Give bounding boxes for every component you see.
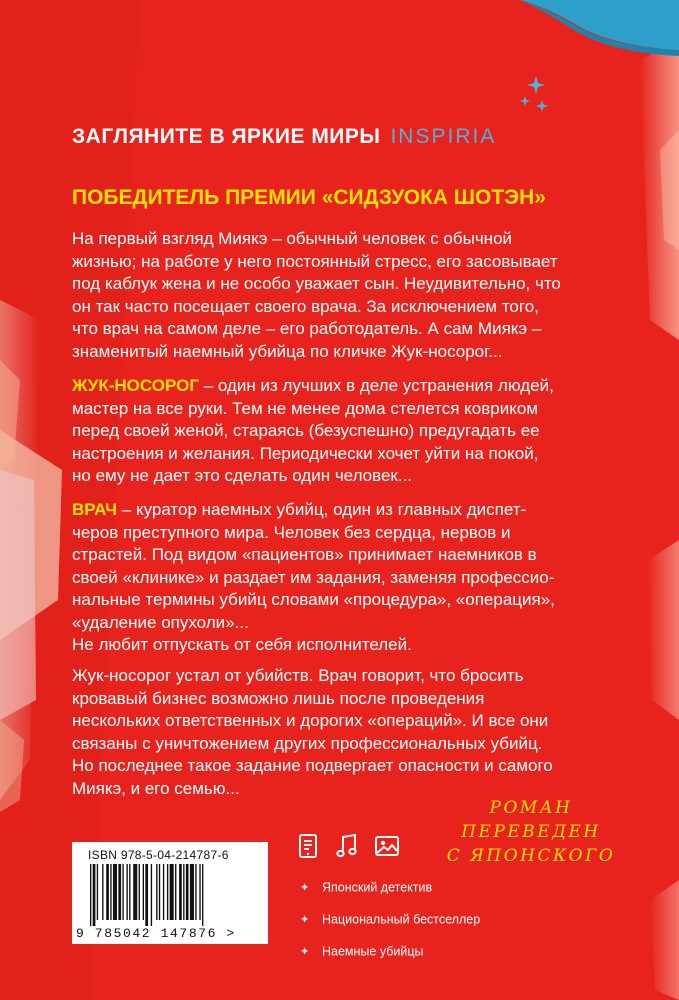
barcode-bar <box>133 864 137 920</box>
image-icon <box>374 832 400 860</box>
barcode-bar <box>139 864 140 920</box>
barcode-bar <box>126 864 127 920</box>
barcode-bar <box>186 864 189 920</box>
barcode-bar <box>167 864 168 920</box>
feature-text: Национальный бестселлер <box>322 912 481 927</box>
text-line: жизнью; на работе у него постоянный стресс, его засовывает <box>72 251 558 271</box>
text-line: Но последнее такое задание подвергает опасности и самого <box>72 756 553 775</box>
beetle-keyword: ЖУК-НОСОРОГ <box>72 376 199 395</box>
text-line: черов преступного мира. Человек без сердца, нервов и <box>72 522 511 542</box>
barcode-bar <box>118 864 121 920</box>
text-line: что врач на самом деле – его работодатель. А сам Миякэ – <box>72 319 542 338</box>
closing-paragraph <box>72 665 632 800</box>
barcode-bar <box>145 864 148 926</box>
text-line: знаменитый наемный убийца по кличке Жук-носорог... <box>72 341 503 361</box>
barcode-bar <box>163 864 164 920</box>
intro-paragraph <box>72 228 632 363</box>
series-headline <box>72 125 496 149</box>
barcode-bar <box>97 864 98 920</box>
star-bullet-icon: ✦ <box>300 946 310 958</box>
barcode-bar <box>202 864 203 926</box>
barcode-bar <box>170 864 174 920</box>
barcode-bar <box>156 864 157 920</box>
sparkle-icon <box>518 74 554 114</box>
feature-item <box>300 944 424 959</box>
text-line: но ему не дает это сделать один человек... <box>72 466 413 485</box>
text-line: нескольких ответственных и дорогих «операций». И все они <box>72 711 549 730</box>
publisher-brand: INSPIRIA <box>390 125 497 148</box>
barcode-bar <box>129 864 130 920</box>
barcode-panel <box>72 842 268 944</box>
feature-text: Японский детектив <box>322 880 433 895</box>
text-line: Не любит отпускать от себя исполнителей. <box>72 635 412 654</box>
text-line: страстей. Под видом «пациентов» принимает наемников в <box>72 545 537 564</box>
beetle-paragraph <box>72 375 632 488</box>
text-line: под каблук жена и не особо уважает сын. Неудивительно, что <box>72 274 561 293</box>
translated-note <box>420 796 642 868</box>
barcode-bar <box>190 864 194 920</box>
barcode-bar <box>183 864 184 920</box>
barcode-bar <box>195 864 196 920</box>
text-line: мастер на все руки. Тем не менее дома стелется ковриком <box>72 398 539 418</box>
text-line: нальные термины убийц словами «процедура», «операция», <box>72 590 555 609</box>
beetle-first-line: – один из лучших в деле устранения людей, <box>198 376 554 395</box>
barcode-bar <box>106 864 109 920</box>
text-line: он так часто посещает своего врача. За исключением того, <box>72 296 539 316</box>
feature-item <box>300 912 480 927</box>
text-line: связаны с уничтожением других профессиональных убийц. <box>72 733 543 753</box>
text-line: настроения и желания. Периодически хочет уйти на покой, <box>72 443 539 463</box>
award-heading: ПОБЕДИТЕЛЬ ПРЕМИИ «СИДЗУОКА ШОТЭН» <box>72 186 546 209</box>
text-line: Миякэ, и его семью... <box>72 778 240 798</box>
barcode-bar <box>102 864 103 920</box>
barcode-bar <box>113 864 117 920</box>
translated-line-2: С ЯПОНСКОГО <box>446 846 616 866</box>
barcode-bar <box>199 864 200 920</box>
barcode-bar <box>110 864 111 920</box>
isbn-label: ISBN 978-5-04-214787-6 <box>88 848 229 862</box>
headline-text: ЗАГЛЯНИТЕ В ЯРКИЕ МИРЫ <box>72 125 381 148</box>
music-note-icon <box>334 832 360 860</box>
barcode-bar <box>143 864 144 920</box>
feature-item <box>300 880 432 895</box>
ebook-icon <box>296 832 322 860</box>
star-bullet-icon: ✦ <box>300 914 310 926</box>
barcode-bar <box>90 864 91 926</box>
barcode-digits: 9 785042 147876 > <box>76 926 236 941</box>
text-line: Жук-носорог устал от убийств. Врач говорит, что бросить <box>72 666 524 685</box>
barcode-bar <box>151 864 152 926</box>
doctor-first-line: – куратор наемных убийц, один из главных диспет- <box>117 500 527 519</box>
barcode-image <box>88 864 258 926</box>
text-line: «удаление опухоли»... <box>72 612 249 632</box>
text-line <box>72 499 632 522</box>
text-line: На первый взгляд Миякэ – обычный человек с обычной <box>72 229 513 248</box>
translated-line-1: РОМАН ПЕРЕВЕДЕН <box>461 798 601 842</box>
feature-text: Наемные убийцы <box>322 944 424 959</box>
star-bullet-icon: ✦ <box>300 882 310 894</box>
corner-fold-decoration <box>0 0 679 70</box>
doctor-paragraph <box>72 499 632 657</box>
barcode-bar <box>179 864 182 920</box>
barcode-bar <box>122 864 123 920</box>
barcode-bar <box>93 864 96 926</box>
text-line <box>72 375 632 398</box>
text-line: перед своей женой, стараясь (безуспешно) предугадать ее <box>72 421 540 440</box>
barcode-bar <box>175 864 176 920</box>
text-line: своей «клинике» и раздает им задания, заменяя профессио- <box>72 567 555 587</box>
doctor-keyword: ВРАЧ <box>72 500 118 519</box>
text-line: кровавый бизнес возможно лишь после проведения <box>72 688 485 708</box>
barcode-bar <box>159 864 160 920</box>
